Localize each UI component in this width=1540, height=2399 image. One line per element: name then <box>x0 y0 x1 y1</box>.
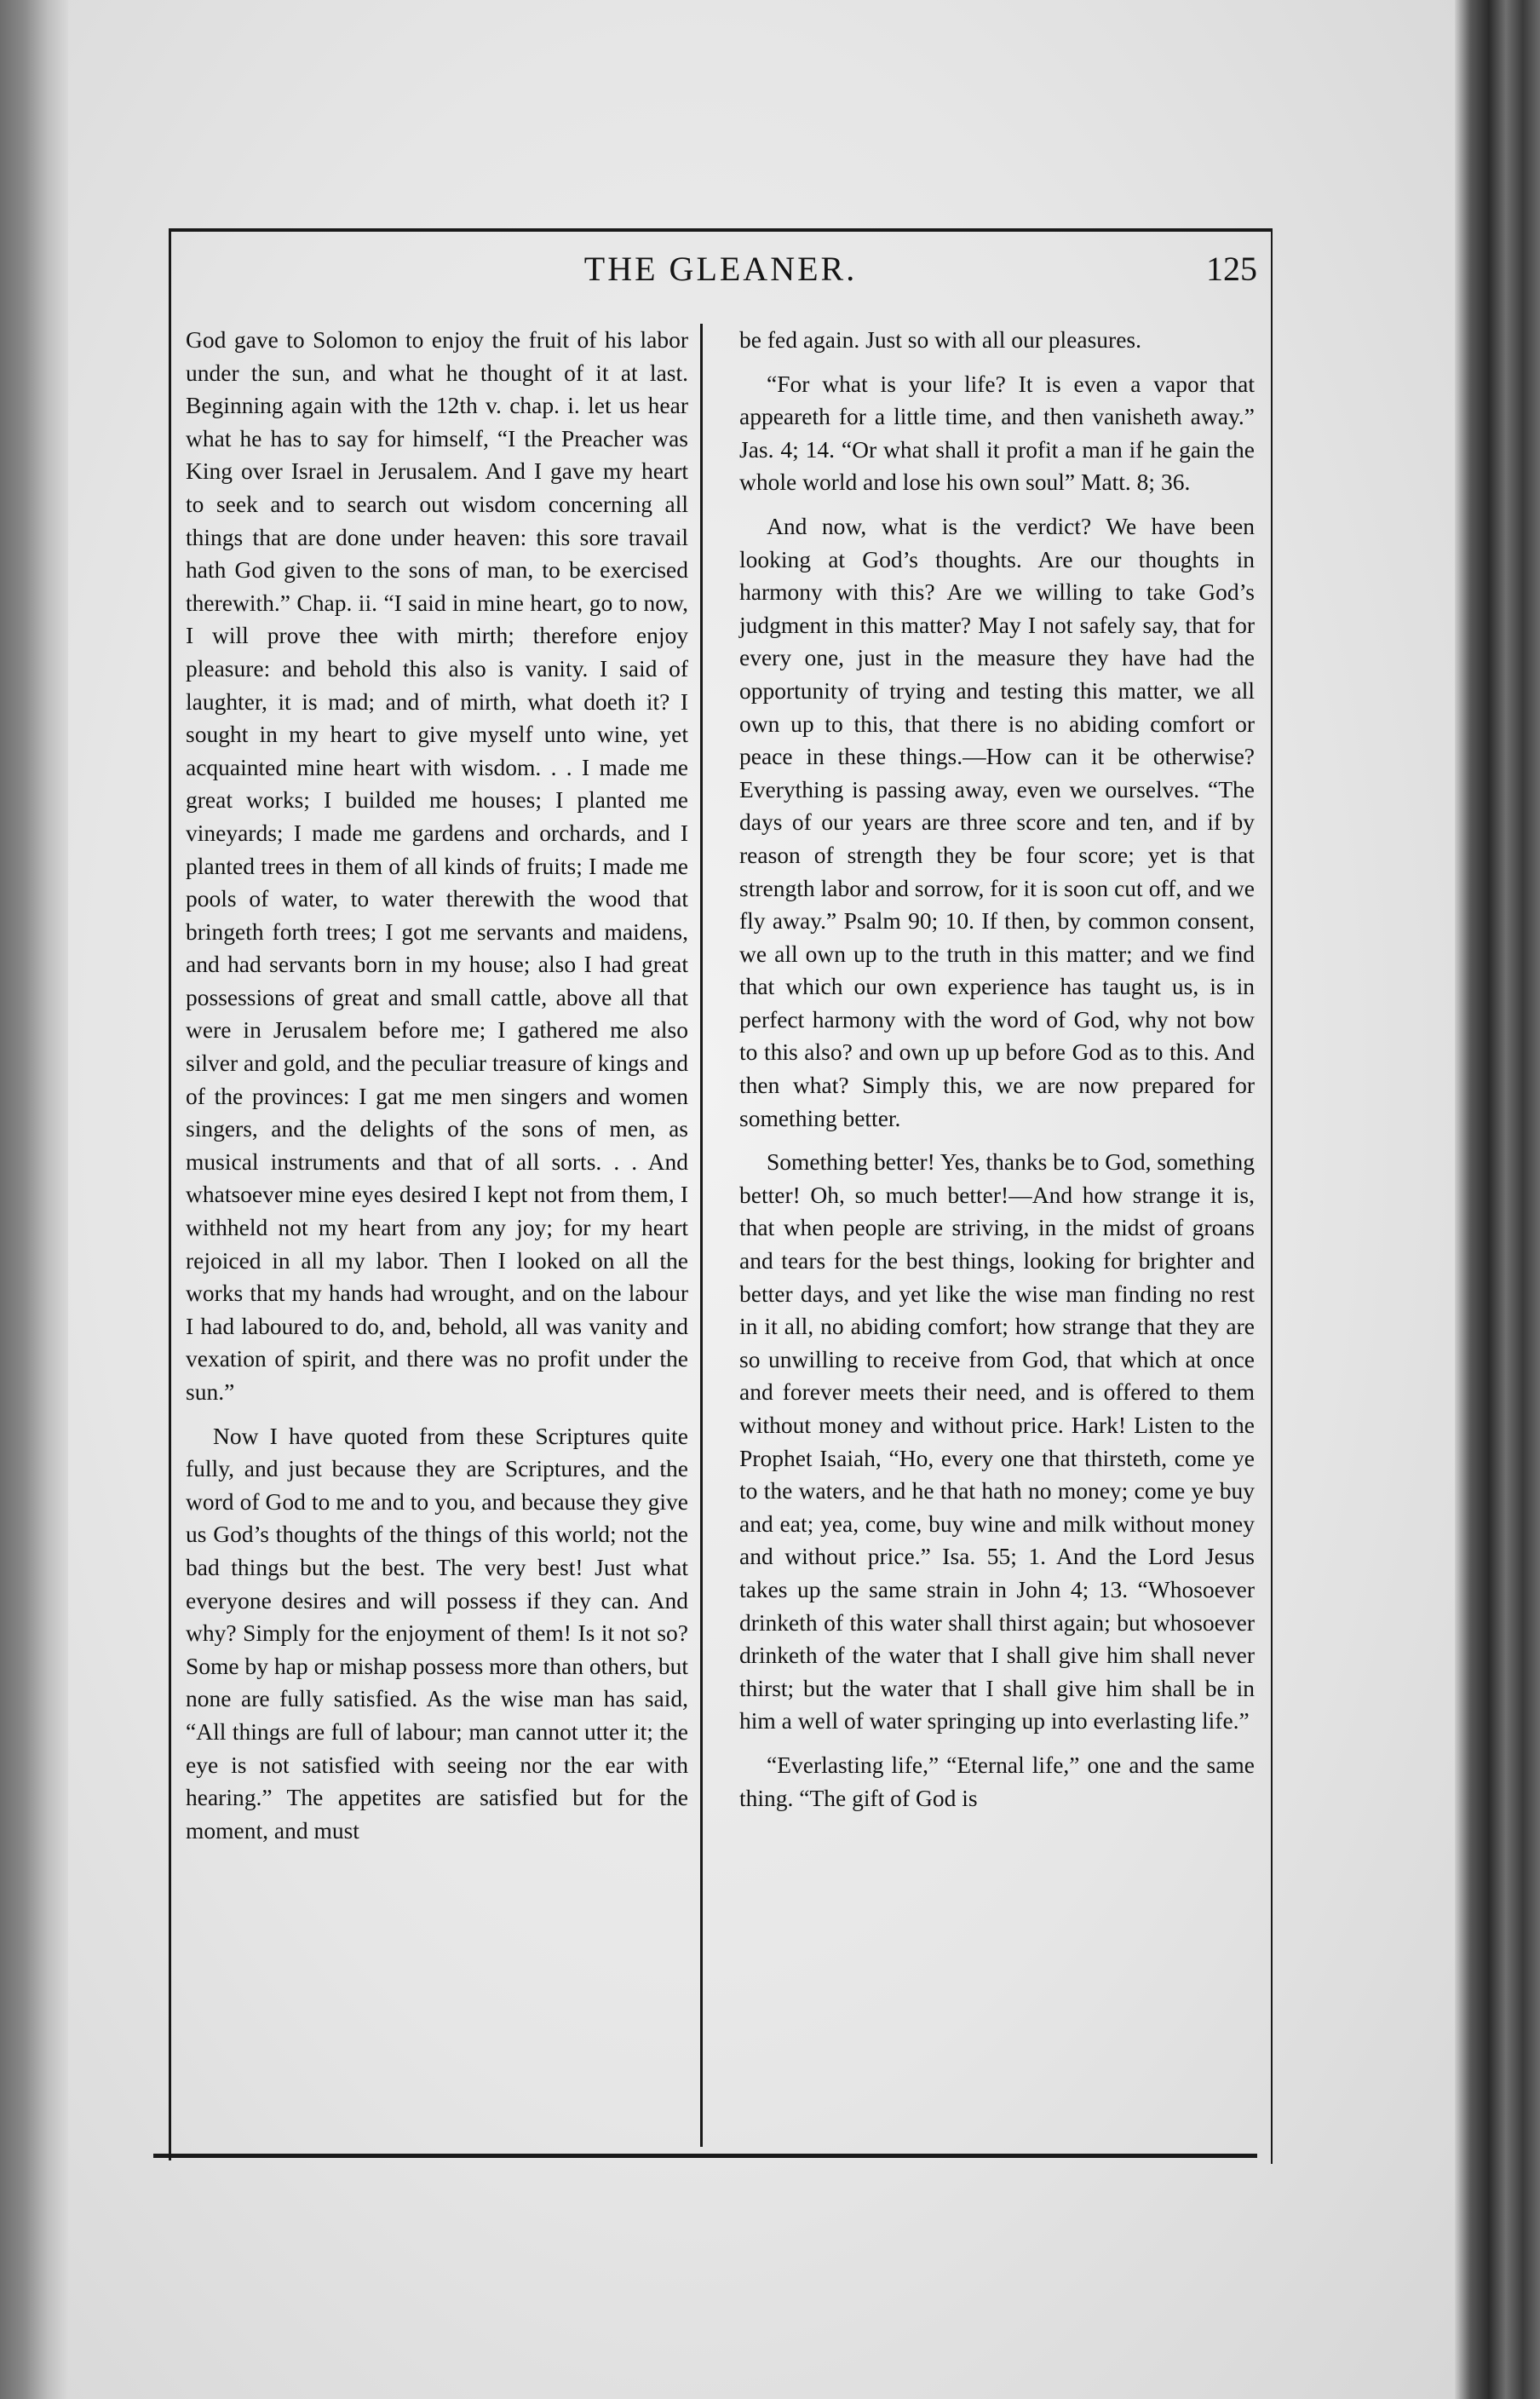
scan-left-gutter <box>0 0 68 2399</box>
running-title: THE GLEANER. <box>583 250 858 288</box>
left-column <box>186 324 688 1858</box>
book-edge <box>1455 0 1540 2399</box>
paragraph: And now, what is the verdict? We have been looking at God’s thoughts. Are our thoughts in harmony with this? Are we willing to take God’s judgment in this matter? May I not safely say, that for every one, just in the measure they have had the opportunity of trying and testing this matter, we all own up to this, that there is no abiding comfort or peace in these things.—How can it be otherwise? Everything is passing away, even we ourselves. “The days of our years are three score and ten, and if by reason of strength they be four score; yet is that strength labor and sorrow, for it is soon cut off, and we fly away.” Psalm 90; 10. If then, by common consent, we all own up to the truth in this matter; and we find that which our own experience has taught us, is in perfect harmony with the word of God, why not bow to this also? and own up up before God as to this. And then what? Simply this, we are now prepared for something better. <box>739 512 1255 1131</box>
page-number: 125 <box>1206 250 1257 288</box>
bottom-rule <box>153 2154 1257 2158</box>
paragraph: Something better! Yes, thanks be to God, something better! Oh, so much better!—And how strange it is, that when people are striving, in the midst of groans and tears for the best things, looking for brighter and better days, and yet like the wise man finding no rest in it all, no abiding comfort; how strange that they are so unwilling to receive from God, that which at once and forever meets their need, and is offered to them without money and without price. Hark! Listen to the Prophet Isaiah, “Ho, every one that thirsteth, come ye to the waters, and he that hath no money; come ye buy and eat; yea, come, buy wine and milk without money and without price.” Isa. 55; 1. And the Lord Jesus takes up the same strain in John 4; 13. “Whosoever drinketh of this water shall thirst again; but whosoever drinketh of the water that I shall give him shall never thirst; but the water that I shall give him shall be in him a well of water springing up into everlasting life.” <box>739 1148 1255 1735</box>
right-rule <box>1271 232 1273 2164</box>
paragraph: be fed again. Just so with all our pleasures. <box>739 326 1141 353</box>
paragraph: Now I have quoted from these Scriptures quite fully, and just because they are Scriptures, and the word of God to me and to you, and because they give us God’s thoughts of the things of this world; not the bad things but the best. The very best! Just what everyone desires and will possess if they can. And why? Simply for the enjoyment of them! Is it not so? Some by hap or mishap possess more than others, but none are fully satisfied. As the wise man has said, “All things are full of labour; man cannot utter it; the eye is not satisfied with seeing nor the ear with hearing.” The appetites are satisfied but for the moment, and must <box>186 1422 688 1844</box>
paragraph: “Everlasting life,” “Eternal life,” one and the same thing. “The gift of God is <box>739 1751 1255 1811</box>
running-head <box>169 249 1273 300</box>
paragraph: “For what is your life? It is even a vapor that appeareth for a little time, and then vanisheth away.” Jas. 4; 14. “Or what shall it profit a man if he gain the whole world and lose his own soul” Matt. 8; 36. <box>739 370 1255 496</box>
paragraph: God gave to Solomon to enjoy the fruit of his labor under the sun, and what he thought of it at last. Beginning again with the 12th v. chap. i. let us hear what he has to say for himself, “I the Preacher was King over Israel in Jerusalem. And I gave my heart to seek and to search out wisdom concerning all things that are done under heaven: this sore travail hath God given to the sons of man, to be exercised therewith.” Chap. ii. “I said in mine heart, go to now, I will prove thee with mirth; therefore enjoy pleasure: and behold this also is vanity. I said of laughter, it is mad; and of mirth, what doeth it? I sought in my heart to give myself unto wine, yet acquainted mine heart with wisdom. . . I made me great works; I builded me houses; I planted me vineyards; I made me gardens and orchards, and I planted trees in them of all kinds of fruits; I made me pools of water, to water therewith the wood that bringeth forth trees; I got me servants and maidens, and had servants born in my house; also I had great possessions of great and small cattle, above all that were in Jerusalem before me; I gathered me also silver and gold, and the peculiar treasure of kings and of the provinces: I gat me men singers and women singers, and the delights of the sons of men, as musical instruments and that of all sorts. . . And whatsoever mine eyes desired I kept not from them, I withheld not my heart from any joy; for my heart rejoiced in all my labor. Then I looked on all the works that my hands had wrought, and on the labour I had laboured to do, and, behold, all was vanity and vexation of spirit, and there was no profit under the sun.” <box>186 326 688 1405</box>
column-divider <box>700 324 703 2147</box>
right-column <box>739 324 1255 1826</box>
